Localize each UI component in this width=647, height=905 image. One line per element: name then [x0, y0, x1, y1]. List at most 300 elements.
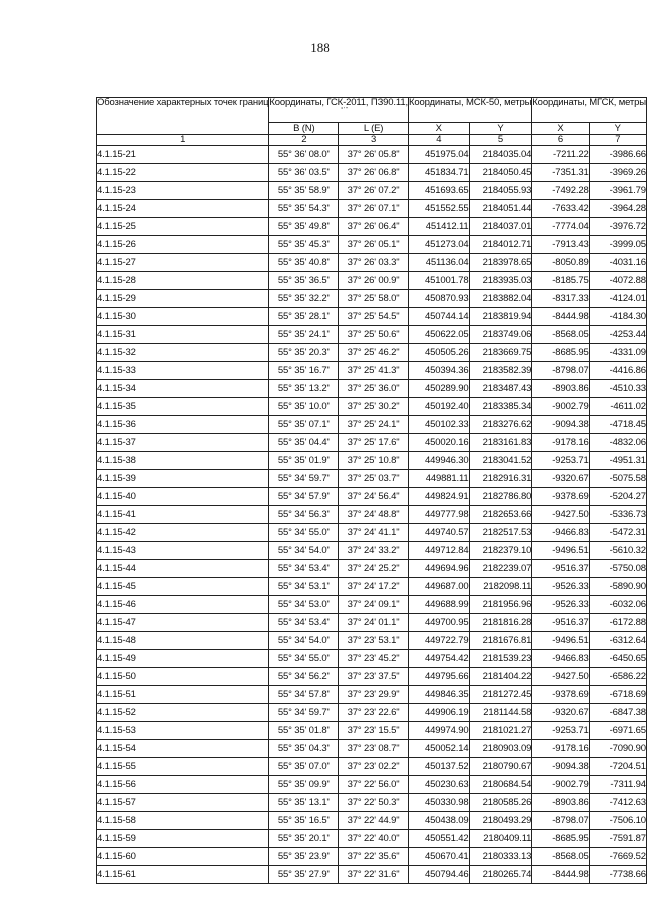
msk50-x-cell: 450230.63 [408, 776, 469, 794]
point-id-cell: 4.1.15-30 [97, 308, 269, 326]
latitude-b-cell: 55° 34' 59.7" [269, 470, 339, 488]
mgsk-x-cell: -7492.28 [532, 182, 589, 200]
column-number: 4 [408, 135, 469, 146]
longitude-l-cell: 37° 22' 35.6" [339, 848, 409, 866]
mgsk-x-cell: -9427.50 [532, 506, 589, 524]
longitude-l-cell: 37° 26' 07.2" [339, 182, 409, 200]
mgsk-x-cell: -7774.04 [532, 218, 589, 236]
mgsk-x-cell: -9002.79 [532, 776, 589, 794]
point-id-cell: 4.1.15-57 [97, 794, 269, 812]
table-row [97, 614, 647, 632]
point-id-cell: 4.1.15-34 [97, 380, 269, 398]
mgsk-x-cell: -7633.42 [532, 200, 589, 218]
msk50-x-cell: 449687.00 [408, 578, 469, 596]
point-id-cell: 4.1.15-23 [97, 182, 269, 200]
table-row [97, 344, 647, 362]
msk50-x-cell: 449881.11 [408, 470, 469, 488]
point-id-cell: 4.1.15-52 [97, 704, 269, 722]
latitude-b-cell: 55° 34' 54.0" [269, 542, 339, 560]
msk50-x-cell: 449688.99 [408, 596, 469, 614]
table-row [97, 704, 647, 722]
header-point-designation: Обозначение характерных точек границ [97, 98, 269, 135]
msk50-x-cell: 450192.40 [408, 398, 469, 416]
mgsk-y-cell: -4416.86 [589, 362, 646, 380]
msk50-x-cell: 449700.95 [408, 614, 469, 632]
msk50-x-cell: 449754.42 [408, 650, 469, 668]
point-id-cell: 4.1.15-37 [97, 434, 269, 452]
mgsk-y-cell: -5336.73 [589, 506, 646, 524]
msk50-x-cell: 449906.19 [408, 704, 469, 722]
column-number: 5 [469, 135, 532, 146]
latitude-b-cell: 55° 35' 27.9" [269, 866, 339, 884]
longitude-l-cell: 37° 25' 03.7" [339, 470, 409, 488]
msk50-y-cell: 2180684.54 [469, 776, 532, 794]
msk50-x-cell: 450551.42 [408, 830, 469, 848]
msk50-y-cell: 2181144.58 [469, 704, 532, 722]
msk50-x-cell: 450744.14 [408, 308, 469, 326]
msk50-y-cell: 2180903.09 [469, 740, 532, 758]
latitude-b-cell: 55° 34' 57.8" [269, 686, 339, 704]
longitude-l-cell: 37° 26' 00.9" [339, 272, 409, 290]
mgsk-y-cell: -5472.31 [589, 524, 646, 542]
longitude-l-cell: 37° 23' 53.1" [339, 632, 409, 650]
msk50-y-cell: 2182239.07 [469, 560, 532, 578]
table-row [97, 236, 647, 254]
msk50-x-cell: 449824.91 [408, 488, 469, 506]
longitude-l-cell: 37° 23' 22.6" [339, 704, 409, 722]
msk50-y-cell: 2180493.29 [469, 812, 532, 830]
latitude-b-cell: 55° 35' 45.3" [269, 236, 339, 254]
point-id-cell: 4.1.15-48 [97, 632, 269, 650]
latitude-b-cell: 55° 35' 49.8" [269, 218, 339, 236]
latitude-b-cell: 55° 35' 01.8" [269, 722, 339, 740]
longitude-l-cell: 37° 25' 50.6" [339, 326, 409, 344]
mgsk-x-cell: -9516.37 [532, 560, 589, 578]
mgsk-x-cell: -9466.83 [532, 524, 589, 542]
latitude-b-cell: 55° 35' 36.5" [269, 272, 339, 290]
table-row [97, 758, 647, 776]
table-row [97, 506, 647, 524]
point-id-cell: 4.1.15-50 [97, 668, 269, 686]
longitude-l-cell: 37° 24' 56.4" [339, 488, 409, 506]
latitude-b-cell: 55° 35' 07.0" [269, 758, 339, 776]
msk50-x-cell: 450052.14 [408, 740, 469, 758]
latitude-b-cell: 55° 34' 55.0" [269, 650, 339, 668]
mgsk-y-cell: -6312.64 [589, 632, 646, 650]
msk50-y-cell: 2182916.31 [469, 470, 532, 488]
latitude-b-cell: 55° 34' 57.9" [269, 488, 339, 506]
msk50-x-cell: 451136.04 [408, 254, 469, 272]
column-number: 3 [339, 135, 409, 146]
mgsk-x-cell: -9496.51 [532, 632, 589, 650]
latitude-b-cell: 55° 34' 56.2" [269, 668, 339, 686]
column-number: 1 [97, 135, 269, 146]
table-row [97, 470, 647, 488]
point-id-cell: 4.1.15-36 [97, 416, 269, 434]
msk50-y-cell: 2184051.44 [469, 200, 532, 218]
point-id-cell: 4.1.15-31 [97, 326, 269, 344]
msk50-y-cell: 2180409.11 [469, 830, 532, 848]
mgsk-x-cell: -9516.37 [532, 614, 589, 632]
header-gsk-units: ° ' " [341, 106, 348, 113]
mgsk-x-cell: -7211.22 [532, 146, 589, 164]
point-id-cell: 4.1.15-38 [97, 452, 269, 470]
mgsk-y-cell: -7506.10 [589, 812, 646, 830]
point-id-cell: 4.1.15-45 [97, 578, 269, 596]
mgsk-y-cell: -3999.05 [589, 236, 646, 254]
coordinates-table [96, 97, 647, 884]
mgsk-y-cell: -3976.72 [589, 218, 646, 236]
msk50-x-cell: 449777.98 [408, 506, 469, 524]
msk50-y-cell: 2183041.52 [469, 452, 532, 470]
msk50-y-cell: 2184012.71 [469, 236, 532, 254]
table-row [97, 740, 647, 758]
msk50-y-cell: 2183749.06 [469, 326, 532, 344]
latitude-b-cell: 55° 35' 10.0" [269, 398, 339, 416]
subheader-l: L (E) [339, 123, 409, 135]
longitude-l-cell: 37° 25' 24.1" [339, 416, 409, 434]
mgsk-x-cell: -9526.33 [532, 596, 589, 614]
table-row [97, 560, 647, 578]
mgsk-x-cell: -9466.83 [532, 650, 589, 668]
point-id-cell: 4.1.15-33 [97, 362, 269, 380]
point-id-cell: 4.1.15-27 [97, 254, 269, 272]
msk50-x-cell: 450289.90 [408, 380, 469, 398]
point-id-cell: 4.1.15-61 [97, 866, 269, 884]
longitude-l-cell: 37° 26' 06.4" [339, 218, 409, 236]
point-id-cell: 4.1.15-28 [97, 272, 269, 290]
table-row [97, 164, 647, 182]
latitude-b-cell: 55° 34' 59.7" [269, 704, 339, 722]
msk50-x-cell: 451975.04 [408, 146, 469, 164]
latitude-b-cell: 55° 34' 53.4" [269, 560, 339, 578]
latitude-b-cell: 55° 35' 16.5" [269, 812, 339, 830]
mgsk-x-cell: -8903.86 [532, 380, 589, 398]
point-id-cell: 4.1.15-59 [97, 830, 269, 848]
mgsk-y-cell: -5890.90 [589, 578, 646, 596]
msk50-y-cell: 2181676.81 [469, 632, 532, 650]
mgsk-x-cell: -8050.89 [532, 254, 589, 272]
latitude-b-cell: 55° 35' 13.2" [269, 380, 339, 398]
msk50-y-cell: 2180333.13 [469, 848, 532, 866]
mgsk-y-cell: -4718.45 [589, 416, 646, 434]
longitude-l-cell: 37° 24' 41.1" [339, 524, 409, 542]
table-row [97, 848, 647, 866]
mgsk-y-cell: -5610.32 [589, 542, 646, 560]
table-row [97, 722, 647, 740]
longitude-l-cell: 37° 26' 07.1" [339, 200, 409, 218]
msk50-x-cell: 449846.35 [408, 686, 469, 704]
msk50-y-cell: 2183935.03 [469, 272, 532, 290]
mgsk-y-cell: -5204.27 [589, 488, 646, 506]
mgsk-y-cell: -7591.87 [589, 830, 646, 848]
longitude-l-cell: 37° 23' 45.2" [339, 650, 409, 668]
mgsk-x-cell: -9427.50 [532, 668, 589, 686]
point-id-cell: 4.1.15-25 [97, 218, 269, 236]
msk50-y-cell: 2180585.26 [469, 794, 532, 812]
msk50-y-cell: 2182786.80 [469, 488, 532, 506]
mgsk-x-cell: -9496.51 [532, 542, 589, 560]
longitude-l-cell: 37° 23' 29.9" [339, 686, 409, 704]
table-row [97, 326, 647, 344]
msk50-y-cell: 2181956.96 [469, 596, 532, 614]
latitude-b-cell: 55° 35' 16.7" [269, 362, 339, 380]
mgsk-y-cell: -4072.88 [589, 272, 646, 290]
latitude-b-cell: 55° 36' 03.5" [269, 164, 339, 182]
table-row [97, 596, 647, 614]
mgsk-x-cell: -9253.71 [532, 452, 589, 470]
msk50-x-cell: 450794.46 [408, 866, 469, 884]
latitude-b-cell: 55° 34' 56.3" [269, 506, 339, 524]
mgsk-y-cell: -4253.44 [589, 326, 646, 344]
mgsk-x-cell: -8798.07 [532, 812, 589, 830]
mgsk-x-cell: -9378.69 [532, 686, 589, 704]
longitude-l-cell: 37° 25' 58.0" [339, 290, 409, 308]
header-mgsk: Координаты, МГСК, метры [532, 98, 647, 123]
latitude-b-cell: 55° 34' 53.0" [269, 596, 339, 614]
msk50-y-cell: 2180790.67 [469, 758, 532, 776]
table-row [97, 866, 647, 884]
msk50-y-cell: 2183669.75 [469, 344, 532, 362]
table-row [97, 398, 647, 416]
table-row [97, 650, 647, 668]
table-row [97, 362, 647, 380]
table-row [97, 200, 647, 218]
msk50-y-cell: 2183161.83 [469, 434, 532, 452]
table-row [97, 452, 647, 470]
point-id-cell: 4.1.15-54 [97, 740, 269, 758]
msk50-x-cell: 449694.96 [408, 560, 469, 578]
mgsk-y-cell: -6718.69 [589, 686, 646, 704]
msk50-y-cell: 2183276.62 [469, 416, 532, 434]
table-row [97, 146, 647, 164]
mgsk-x-cell: -9253.71 [532, 722, 589, 740]
latitude-b-cell: 55° 35' 24.1" [269, 326, 339, 344]
latitude-b-cell: 55° 35' 40.8" [269, 254, 339, 272]
table-row [97, 290, 647, 308]
mgsk-x-cell: -7351.31 [532, 164, 589, 182]
longitude-l-cell: 37° 24' 17.2" [339, 578, 409, 596]
point-id-cell: 4.1.15-43 [97, 542, 269, 560]
mgsk-y-cell: -7311.94 [589, 776, 646, 794]
longitude-l-cell: 37° 24' 09.1" [339, 596, 409, 614]
mgsk-x-cell: -8685.95 [532, 344, 589, 362]
msk50-y-cell: 2183582.39 [469, 362, 532, 380]
table-row [97, 632, 647, 650]
longitude-l-cell: 37° 25' 17.6" [339, 434, 409, 452]
table-row [97, 776, 647, 794]
point-id-cell: 4.1.15-51 [97, 686, 269, 704]
mgsk-y-cell: -7412.63 [589, 794, 646, 812]
mgsk-y-cell: -7669.52 [589, 848, 646, 866]
latitude-b-cell: 55° 36' 08.0" [269, 146, 339, 164]
mgsk-x-cell: -8903.86 [532, 794, 589, 812]
longitude-l-cell: 37° 24' 01.1" [339, 614, 409, 632]
msk50-y-cell: 2184035.04 [469, 146, 532, 164]
mgsk-y-cell: -4031.16 [589, 254, 646, 272]
point-id-cell: 4.1.15-47 [97, 614, 269, 632]
msk50-y-cell: 2181816.28 [469, 614, 532, 632]
mgsk-x-cell: -8444.98 [532, 866, 589, 884]
point-id-cell: 4.1.15-24 [97, 200, 269, 218]
mgsk-y-cell: -3964.28 [589, 200, 646, 218]
latitude-b-cell: 55° 35' 58.9" [269, 182, 339, 200]
latitude-b-cell: 55° 34' 54.0" [269, 632, 339, 650]
table-row [97, 434, 647, 452]
point-id-cell: 4.1.15-21 [97, 146, 269, 164]
longitude-l-cell: 37° 26' 05.8" [339, 146, 409, 164]
msk50-x-cell: 450622.05 [408, 326, 469, 344]
point-id-cell: 4.1.15-40 [97, 488, 269, 506]
longitude-l-cell: 37° 26' 03.3" [339, 254, 409, 272]
table-row [97, 254, 647, 272]
msk50-x-cell: 450670.41 [408, 848, 469, 866]
mgsk-x-cell: -7913.43 [532, 236, 589, 254]
mgsk-y-cell: -6586.22 [589, 668, 646, 686]
msk50-y-cell: 2183385.34 [469, 398, 532, 416]
table-row [97, 668, 647, 686]
longitude-l-cell: 37° 22' 40.0" [339, 830, 409, 848]
mgsk-y-cell: -6172.88 [589, 614, 646, 632]
table-row [97, 182, 647, 200]
msk50-y-cell: 2181021.27 [469, 722, 532, 740]
point-id-cell: 4.1.15-44 [97, 560, 269, 578]
msk50-y-cell: 2183819.94 [469, 308, 532, 326]
latitude-b-cell: 55° 35' 13.1" [269, 794, 339, 812]
mgsk-y-cell: -7204.51 [589, 758, 646, 776]
point-id-cell: 4.1.15-49 [97, 650, 269, 668]
msk50-y-cell: 2180265.74 [469, 866, 532, 884]
point-id-cell: 4.1.15-26 [97, 236, 269, 254]
table-row [97, 524, 647, 542]
mgsk-x-cell: -9320.67 [532, 704, 589, 722]
msk50-x-cell: 451412.11 [408, 218, 469, 236]
table-row [97, 308, 647, 326]
mgsk-x-cell: -8798.07 [532, 362, 589, 380]
msk50-x-cell: 449740.57 [408, 524, 469, 542]
mgsk-y-cell: -3986.66 [589, 146, 646, 164]
header-msk50: Координаты, МСК-50, метры [408, 98, 531, 123]
point-id-cell: 4.1.15-55 [97, 758, 269, 776]
msk50-x-cell: 449795.66 [408, 668, 469, 686]
mgsk-x-cell: -9002.79 [532, 398, 589, 416]
latitude-b-cell: 55° 34' 53.4" [269, 614, 339, 632]
table-row [97, 218, 647, 236]
msk50-x-cell: 450102.33 [408, 416, 469, 434]
point-id-cell: 4.1.15-46 [97, 596, 269, 614]
table-row [97, 686, 647, 704]
point-id-cell: 4.1.15-32 [97, 344, 269, 362]
longitude-l-cell: 37° 22' 50.3" [339, 794, 409, 812]
longitude-l-cell: 37° 25' 41.3" [339, 362, 409, 380]
msk50-y-cell: 2181404.22 [469, 668, 532, 686]
point-id-cell: 4.1.15-56 [97, 776, 269, 794]
mgsk-y-cell: -6032.06 [589, 596, 646, 614]
longitude-l-cell: 37° 23' 15.5" [339, 722, 409, 740]
mgsk-y-cell: -4611.02 [589, 398, 646, 416]
table-row [97, 272, 647, 290]
subheader-msk-y: Y [469, 123, 532, 135]
mgsk-y-cell: -7738.66 [589, 866, 646, 884]
longitude-l-cell: 37° 24' 48.8" [339, 506, 409, 524]
latitude-b-cell: 55° 35' 04.3" [269, 740, 339, 758]
mgsk-y-cell: -4951.31 [589, 452, 646, 470]
longitude-l-cell: 37° 25' 10.8" [339, 452, 409, 470]
subheader-mgsk-y: Y [589, 123, 646, 135]
mgsk-x-cell: -9094.38 [532, 416, 589, 434]
mgsk-y-cell: -4832.06 [589, 434, 646, 452]
point-id-cell: 4.1.15-29 [97, 290, 269, 308]
point-id-cell: 4.1.15-53 [97, 722, 269, 740]
msk50-y-cell: 2182379.10 [469, 542, 532, 560]
longitude-l-cell: 37° 23' 08.7" [339, 740, 409, 758]
longitude-l-cell: 37° 26' 06.8" [339, 164, 409, 182]
msk50-y-cell: 2183882.04 [469, 290, 532, 308]
latitude-b-cell: 55° 35' 09.9" [269, 776, 339, 794]
msk50-x-cell: 449712.84 [408, 542, 469, 560]
table-row [97, 830, 647, 848]
msk50-y-cell: 2182517.53 [469, 524, 532, 542]
latitude-b-cell: 55° 34' 55.0" [269, 524, 339, 542]
mgsk-y-cell: -4124.01 [589, 290, 646, 308]
latitude-b-cell: 55° 35' 01.9" [269, 452, 339, 470]
subheader-mgsk-x: X [532, 123, 589, 135]
latitude-b-cell: 55° 35' 32.2" [269, 290, 339, 308]
mgsk-y-cell: -4184.30 [589, 308, 646, 326]
mgsk-x-cell: -8685.95 [532, 830, 589, 848]
mgsk-y-cell: -4331.09 [589, 344, 646, 362]
longitude-l-cell: 37° 25' 54.5" [339, 308, 409, 326]
table-row [97, 812, 647, 830]
column-number: 6 [532, 135, 589, 146]
column-number: 7 [589, 135, 646, 146]
table-body [97, 146, 647, 884]
mgsk-x-cell: -9378.69 [532, 488, 589, 506]
longitude-l-cell: 37° 22' 31.6" [339, 866, 409, 884]
msk50-x-cell: 449946.30 [408, 452, 469, 470]
msk50-x-cell: 451552.55 [408, 200, 469, 218]
mgsk-x-cell: -9526.33 [532, 578, 589, 596]
mgsk-y-cell: -3961.79 [589, 182, 646, 200]
longitude-l-cell: 37° 25' 46.2" [339, 344, 409, 362]
msk50-y-cell: 2182653.66 [469, 506, 532, 524]
msk50-y-cell: 2182098.11 [469, 578, 532, 596]
table-row [97, 578, 647, 596]
mgsk-x-cell: -8444.98 [532, 308, 589, 326]
msk50-x-cell: 450438.09 [408, 812, 469, 830]
msk50-x-cell: 451273.04 [408, 236, 469, 254]
mgsk-y-cell: -6971.65 [589, 722, 646, 740]
point-id-cell: 4.1.15-39 [97, 470, 269, 488]
msk50-y-cell: 2181272.45 [469, 686, 532, 704]
latitude-b-cell: 55° 35' 07.1" [269, 416, 339, 434]
column-number: 2 [269, 135, 339, 146]
table-row [97, 416, 647, 434]
latitude-b-cell: 55° 35' 04.4" [269, 434, 339, 452]
mgsk-x-cell: -8185.75 [532, 272, 589, 290]
mgsk-x-cell: -9178.16 [532, 434, 589, 452]
point-id-cell: 4.1.15-58 [97, 812, 269, 830]
longitude-l-cell: 37° 26' 05.1" [339, 236, 409, 254]
msk50-y-cell: 2183978.65 [469, 254, 532, 272]
point-id-cell: 4.1.15-41 [97, 506, 269, 524]
point-id-cell: 4.1.15-22 [97, 164, 269, 182]
latitude-b-cell: 55° 35' 54.3" [269, 200, 339, 218]
msk50-x-cell: 451001.78 [408, 272, 469, 290]
point-id-cell: 4.1.15-42 [97, 524, 269, 542]
point-id-cell: 4.1.15-60 [97, 848, 269, 866]
longitude-l-cell: 37° 22' 56.0" [339, 776, 409, 794]
